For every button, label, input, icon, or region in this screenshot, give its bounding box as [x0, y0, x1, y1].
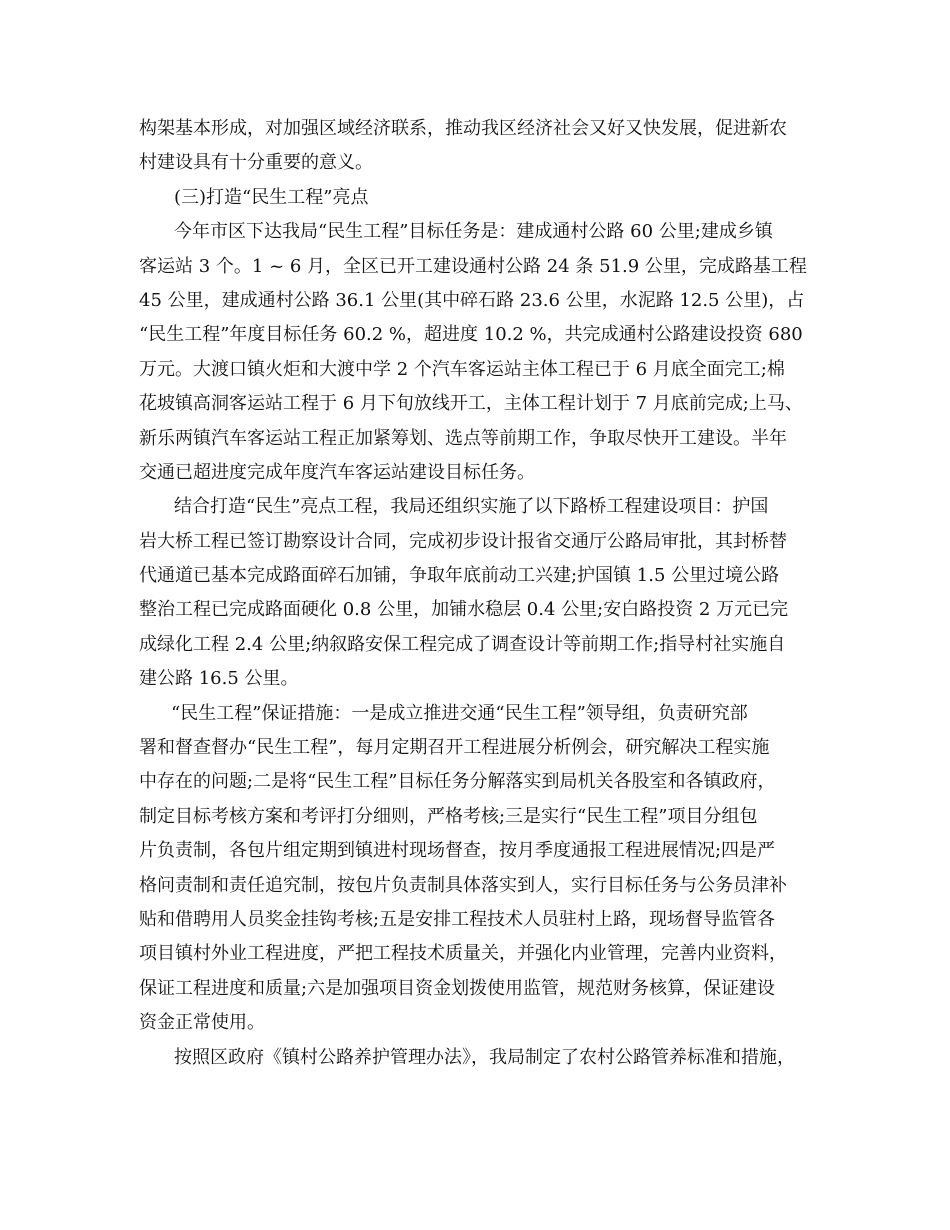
paragraph-line: 整治工程已完成路面硬化 0.8 公里，加铺水稳层 0.4 公里;安白路投资 2 万元已完	[139, 599, 789, 621]
paragraph-line: 岩大桥工程已签订勘察设计合同，完成初步设计报省交通厅公路局审批，其封桥替	[139, 530, 787, 552]
paragraph-line: 新乐两镇汽车客运站工程正加紧筹划、选点等前期工作，争取尽快开工建设。半年	[139, 427, 787, 449]
document-body	[139, 112, 839, 1075]
paragraph-line: 成绿化工程 2.4 公里;纳叙路安保工程完成了调查设计等前期工作;指导村社实施自	[139, 633, 786, 655]
paragraph-line: 保证工程进度和质量;六是加强项目资金划拨使用监管，规范财务核算，保证建设	[139, 977, 776, 999]
paragraph-line: 万元。大渡口镇火炬和大渡中学 2 个汽车客运站主体工程已于 6 月底全面完工;棉	[139, 358, 785, 380]
paragraph-line: 花坡镇高洞客运站工程于 6 月下旬放线开工，主体工程计划于 7 月底前完成;上马、	[139, 393, 803, 415]
paragraph-line: 代通道已基本完成路面碎石加铺，争取年底前动工兴建;护国镇 1.5 公里过境公路	[139, 565, 780, 587]
paragraph-line: 贴和借聘用人员奖金挂钩考核;五是安排工程技术人员驻村上路，现场督导监管各	[139, 908, 776, 930]
paragraph-line: 45 公里，建成通村公路 36.1 公里(其中碎石路 23.6 公里，水泥路 12.5 公里)，占	[139, 289, 805, 311]
paragraph-line: 片负责制，各包片组定期到镇进村现场督查，按月季度通报工程进展情况;四是严	[139, 840, 776, 862]
section-heading: (三)打造“民生工程”亮点	[174, 186, 369, 208]
paragraph-line: 今年市区下达我局“民生工程”目标任务是：建成通村公路 60 公里;建成乡镇	[174, 221, 773, 243]
paragraph-line: 制定目标考核方案和考评打分细则，严格考核;三是实行“民生工程”项目分组包	[139, 805, 758, 827]
paragraph-line: 格问责制和责任追究制，按包片负责制具体落实到人，实行目标任务与公务员津补	[139, 874, 787, 896]
paragraph-line: 署和督查督办“民生工程”，每月定期召开工程进展分析例会，研究解决工程实施	[139, 737, 770, 759]
paragraph-line: “民生工程”保证措施：一是成立推进交通“民生工程”领导组，负责研究部	[171, 702, 748, 724]
paragraph-line: “民生工程”年度目标任务 60.2 %，超进度 10.2 %，共完成通村公路建设投资 680	[139, 324, 803, 346]
paragraph-line: 客运站 3 个。1 ~ 6 月，全区已开工建设通村公路 24 条 51.9 公里，完成路基工程	[139, 255, 807, 277]
paragraph-line: 资金正常使用。	[139, 1012, 265, 1034]
paragraph-line: 结合打造“民生”亮点工程，我局还组织实施了以下路桥工程建设项目：护国	[174, 496, 769, 518]
paragraph-line: 按照区政府《镇村公路养护管理办法》，我局制定了农村公路管养标准和措施，	[174, 1046, 795, 1068]
paragraph-line: 项目镇村外业工程进度，严把工程技术质量关，并强化内业管理，完善内业资料，	[139, 943, 787, 965]
paragraph-line: 交通已超进度完成年度汽车客运站建设目标任务。	[139, 461, 535, 483]
paragraph-line: 村建设具有十分重要的意义。	[139, 152, 373, 174]
paragraph-line: 建公路 16.5 公里。	[139, 668, 299, 690]
paragraph-line: 中存在的问题;二是将“民生工程”目标任务分解落实到局机关各股室和各镇政府，	[139, 771, 776, 793]
paragraph-line: 构架基本形成，对加强区域经济联系，推动我区经济社会又好又快发展，促进新农	[139, 118, 787, 139]
